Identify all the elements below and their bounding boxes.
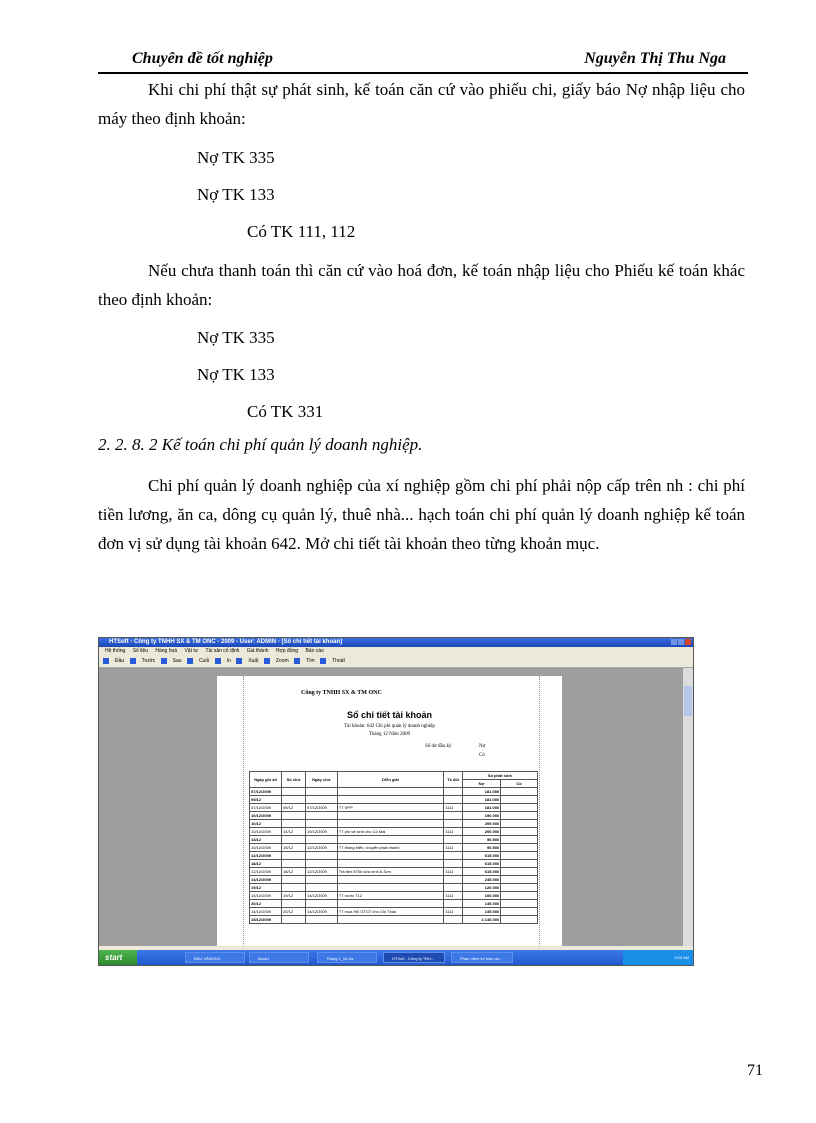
table-cell: 15/12/2009	[250, 916, 282, 924]
table-cell: 1111	[444, 908, 462, 916]
table-cell	[305, 876, 337, 884]
table-cell	[501, 828, 538, 836]
table-row	[250, 820, 538, 828]
table-cell: 19/12	[282, 892, 306, 900]
table-cell	[444, 900, 462, 908]
table-cell	[501, 820, 538, 828]
menu-item: Giá thành	[246, 648, 269, 654]
table-cell	[501, 868, 538, 876]
start-button: start	[99, 950, 137, 965]
table-cell: 07/12/2009	[250, 788, 282, 796]
table-cell	[305, 788, 337, 796]
table-cell	[337, 788, 444, 796]
table-cell: 615.000	[462, 868, 500, 876]
col-header: Ngày ghi sổ	[250, 772, 282, 788]
table-cell: 14/12/2009	[250, 892, 282, 900]
paragraph-3: Chi phí quản lý doanh nghiệp của xí nghiệp gồm chi phí phải nộp cấp trên nh : chi phí tiền lương, ăn ca, dông cụ quản lý, thuê nhà... hạch toán chi phí quản lý doanh nghiệp kế toán đơn vị sử dụng tài khoản 642. Mở chi tiết tài khoản theo từng khoản mục.	[98, 476, 745, 553]
table-cell	[444, 836, 462, 844]
table-cell: 13/12	[250, 836, 282, 844]
table-cell: 190.000	[462, 812, 500, 820]
table-cell: 615.000	[462, 852, 500, 860]
table-cell: 14/12/2009	[250, 876, 282, 884]
opening-balance-label: Số dư đầu kỳ	[425, 744, 452, 749]
vertical-scrollbar	[683, 668, 693, 946]
table-cell: 10/12/2009	[250, 812, 282, 820]
table-cell: 181.000	[462, 804, 500, 812]
table-cell: 145.000	[462, 908, 500, 916]
table-cell: 120.000	[462, 884, 500, 892]
header-title: Chuyên đề tốt nghiệp	[132, 50, 273, 67]
table-cell: 10/12	[250, 820, 282, 828]
header-author: Nguyễn Thị Thu Nga	[584, 50, 726, 67]
first-page-icon	[103, 658, 109, 664]
col-header-credit: Có	[501, 780, 538, 788]
table-row	[250, 900, 538, 908]
table-row	[250, 916, 538, 924]
report-account: Tài khoản: 642 Chi phí quản lý doanh nghiệp	[344, 724, 435, 729]
ledger-body	[250, 788, 538, 924]
table-cell: 10/12/2009	[250, 844, 282, 852]
entry-debit-133: Nợ TK 133	[197, 185, 275, 204]
table-row	[250, 796, 538, 804]
col-header: Số chứ	[282, 772, 306, 788]
taskbar-item: HTSoft - Công ty TNH...	[383, 952, 445, 963]
table-cell	[444, 916, 462, 924]
table-cell	[337, 820, 444, 828]
table-cell: 14/12/2009	[305, 892, 337, 900]
table-cell: 12/12/2009	[305, 868, 337, 876]
table-cell	[282, 860, 306, 868]
table-cell	[305, 820, 337, 828]
table-cell: 12/12/2009	[305, 844, 337, 852]
table-row	[250, 876, 538, 884]
table-cell	[282, 820, 306, 828]
table-cell	[305, 916, 337, 924]
table-cell: 2.140.000	[462, 916, 500, 924]
col-header: Diễn giải	[337, 772, 444, 788]
table-cell	[337, 836, 444, 844]
table-cell	[337, 916, 444, 924]
table-cell	[337, 852, 444, 860]
table-cell	[501, 844, 538, 852]
prev-page-icon	[130, 658, 136, 664]
table-cell	[282, 876, 306, 884]
table-cell	[444, 852, 462, 860]
report-page	[217, 676, 562, 946]
table-cell: 1111	[444, 844, 462, 852]
window-titlebar	[99, 638, 693, 647]
menu-item: Báo cáo	[305, 648, 324, 654]
report-period: Tháng 12 Năm 2009	[368, 732, 411, 737]
table-cell	[501, 900, 538, 908]
toolbar-button: Đầu	[115, 658, 125, 664]
table-cell: 1111	[444, 868, 462, 876]
next-page-icon	[161, 658, 167, 664]
table-cell: 15/12	[282, 844, 306, 852]
taskbar-item: BÁU VĂN2010	[185, 952, 245, 963]
table-cell	[501, 796, 538, 804]
table-cell: 90.500	[462, 836, 500, 844]
system-tray-clock: 9:20 AM	[623, 950, 693, 965]
table-cell: 07/12/2009	[305, 804, 337, 812]
toolbar-button: Thoát	[332, 658, 345, 664]
paragraph-1: Khi chi phí thật sự phát sinh, kế toán căn cứ vào phiếu chi, giấy báo Nợ nhập liệu cho máy theo định khoản:	[98, 80, 745, 128]
page-number: 71	[747, 1062, 763, 1079]
menu-item: Tài sản cố định	[205, 648, 240, 654]
table-cell: 07/12/2009	[250, 804, 282, 812]
table-cell	[337, 812, 444, 820]
table-cell	[305, 796, 337, 804]
close-icon	[685, 639, 691, 645]
table-cell	[501, 876, 538, 884]
entry-debit-335: Nợ TK 335	[197, 148, 275, 167]
report-title: Sổ chi tiết tài khoản	[346, 710, 432, 720]
table-cell	[444, 876, 462, 884]
table-cell	[501, 884, 538, 892]
taskbar-item: Book1	[249, 952, 309, 963]
table-cell: 209.000	[462, 820, 500, 828]
zoom-icon	[264, 658, 270, 664]
table-cell	[305, 852, 337, 860]
export-icon	[236, 658, 242, 664]
table-cell: Trả tiền 8750 sửa xính A.Sơn	[337, 868, 444, 876]
table-cell: 20/12	[250, 900, 282, 908]
toolbar-button: Xuất	[248, 658, 259, 664]
table-cell	[337, 884, 444, 892]
table-cell: 10/12/2009	[305, 828, 337, 836]
menu-item: Hợp đồng	[275, 648, 299, 654]
table-row	[250, 852, 538, 860]
print-icon	[215, 658, 221, 664]
col-header: Tk đối	[444, 772, 462, 788]
opening-debit: Nợ	[479, 744, 486, 749]
table-row	[250, 836, 538, 844]
maximize-icon	[678, 639, 684, 645]
table-cell	[282, 836, 306, 844]
table-row	[250, 908, 538, 916]
table-cell: 18/12	[250, 860, 282, 868]
table-cell: 90.500	[462, 844, 500, 852]
table-cell	[444, 796, 462, 804]
table-cell: 19/12	[250, 884, 282, 892]
table-cell	[501, 916, 538, 924]
table-cell: 10/12/2009	[250, 828, 282, 836]
table-cell: TT thông biển, chuyển phát nhanh	[337, 844, 444, 852]
window-title: HTSoft - Công ty TNHH SX & TM ONC - 2009 - User: ADMIN - [Sổ chi tiết tài khoản]	[109, 639, 343, 645]
table-cell	[282, 884, 306, 892]
toolbar-button: Sau	[172, 658, 182, 664]
table-cell: 09/12	[282, 804, 306, 812]
table-cell	[305, 900, 337, 908]
running-header	[98, 46, 748, 74]
table-cell: 12/12/2009	[250, 852, 282, 860]
menu-item: Số liệu	[132, 648, 148, 654]
menu-item: Hệ thống	[105, 648, 126, 654]
scroll-thumb	[684, 686, 692, 716]
table-cell	[282, 852, 306, 860]
find-icon	[294, 658, 300, 664]
table-cell: 09/12	[250, 796, 282, 804]
table-cell: 12/12/2009	[250, 868, 282, 876]
toolbar-button: Cuối	[198, 658, 210, 664]
opening-credit: Có	[479, 753, 485, 758]
table-cell	[337, 796, 444, 804]
table-cell: 181.000	[462, 788, 500, 796]
table-cell	[282, 796, 306, 804]
table-row	[250, 828, 538, 836]
table-cell: 20/12	[282, 908, 306, 916]
taskbar-item: Phần mềm kế toán do...	[451, 952, 513, 963]
table-row	[250, 788, 538, 796]
table-cell: TT mua HĐ GTGT cho Chị Thảo	[337, 908, 444, 916]
table-cell	[282, 900, 306, 908]
table-cell: 14/12/2009	[305, 908, 337, 916]
report-canvas	[99, 668, 683, 946]
table-cell: 14/12	[282, 828, 306, 836]
table-cell: 200.000	[462, 828, 500, 836]
report-company: Công ty TNHH SX & TM ONC	[301, 690, 382, 696]
table-cell: 615.000	[462, 860, 500, 868]
col-header: Số phát sinh	[462, 772, 537, 780]
toolbar-button: In	[226, 658, 231, 664]
entry-debit-335-b: Nợ TK 335	[197, 328, 275, 347]
table-cell	[282, 916, 306, 924]
table-cell: TT nước T12	[337, 892, 444, 900]
table-cell	[282, 788, 306, 796]
table-cell	[444, 860, 462, 868]
table-cell	[444, 788, 462, 796]
table-cell: 1111	[444, 804, 462, 812]
menu-item: Vật tư	[184, 648, 199, 654]
table-cell: TT VPP	[337, 804, 444, 812]
table-cell: 14/12/2009	[250, 908, 282, 916]
taskbar-item: Tháng 1_10.xls	[317, 952, 377, 963]
table-row	[250, 804, 538, 812]
table-cell	[501, 804, 538, 812]
table-row	[250, 812, 538, 820]
table-cell: 1111	[444, 828, 462, 836]
section-heading: 2. 2. 8. 2 Kế toán chi phí quản lý doanh nghiệp.	[98, 435, 423, 454]
table-row	[250, 892, 538, 900]
exit-icon	[320, 658, 326, 664]
table-cell	[444, 884, 462, 892]
table-row	[250, 860, 538, 868]
table-cell: 18/12	[282, 868, 306, 876]
entry-credit-111-112: Có TK 111, 112	[247, 222, 356, 241]
table-cell	[444, 820, 462, 828]
table-cell: 145.000	[462, 900, 500, 908]
table-cell	[305, 860, 337, 868]
toolbar-button: Tìm	[306, 658, 315, 664]
table-cell	[337, 876, 444, 884]
table-cell	[305, 836, 337, 844]
table-cell	[501, 860, 538, 868]
ledger-table	[249, 771, 538, 924]
software-screenshot	[98, 637, 694, 966]
table-row	[250, 868, 538, 876]
table-row	[250, 844, 538, 852]
table-cell	[501, 908, 538, 916]
table-cell	[501, 892, 538, 900]
toolbar-button: Zoom	[275, 658, 289, 664]
toolbar-button: Trước	[141, 658, 156, 664]
paragraph-2: Nếu chưa thanh toán thì căn cứ vào hoá đơn, kế toán nhập liệu cho Phiếu kế toán khác theo định khoản:	[98, 261, 745, 309]
table-cell	[305, 812, 337, 820]
col-header: Ngày chứ	[305, 772, 337, 788]
entry-debit-133-b: Nợ TK 133	[197, 365, 275, 384]
last-page-icon	[187, 658, 193, 664]
table-cell: 1111	[444, 892, 462, 900]
menu-bar	[99, 647, 693, 655]
entry-credit-331: Có TK 331	[247, 402, 324, 421]
table-cell	[501, 788, 538, 796]
table-cell	[501, 836, 538, 844]
table-cell	[501, 812, 538, 820]
taskbar	[99, 950, 693, 965]
table-cell: 100.000	[462, 892, 500, 900]
table-cell: 181.000	[462, 796, 500, 804]
table-cell	[337, 900, 444, 908]
table-cell	[337, 860, 444, 868]
table-cell	[305, 884, 337, 892]
report-toolbar	[99, 655, 693, 668]
table-cell	[282, 812, 306, 820]
table-cell	[501, 852, 538, 860]
minimize-icon	[671, 639, 677, 645]
table-cell	[444, 812, 462, 820]
menu-item: Hàng hoá	[155, 648, 178, 654]
table-cell: 245.000	[462, 876, 500, 884]
table-row	[250, 884, 538, 892]
col-header-debit: Nợ	[462, 780, 500, 788]
table-cell: TT phí vệ sinh cho Cô Mai	[337, 828, 444, 836]
